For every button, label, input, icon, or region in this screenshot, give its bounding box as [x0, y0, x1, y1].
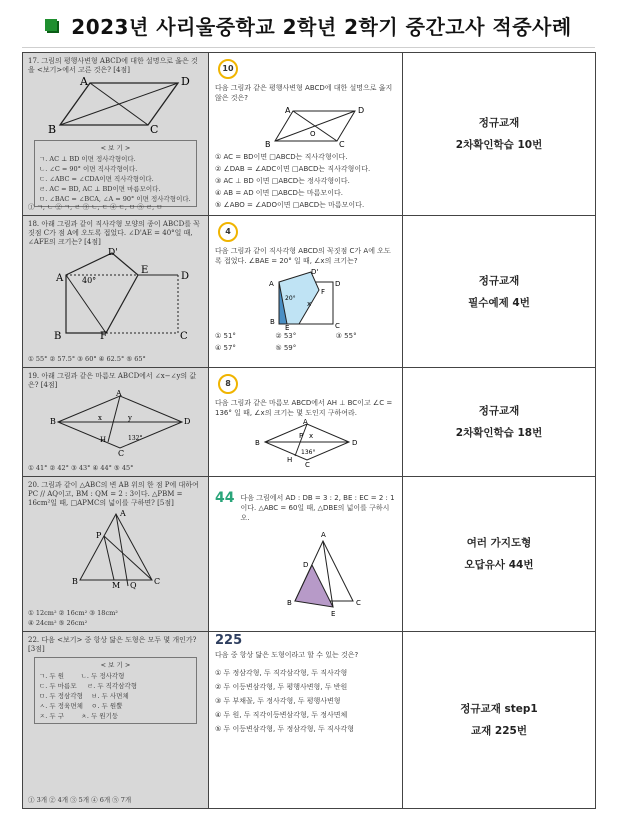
bogi-item: ㄴ. ∠C = 90° 이면 직사각형이다. [39, 165, 138, 173]
label-d: D [181, 271, 190, 282]
exam-scan [23, 368, 208, 476]
bogi-title: < 보 기 > [100, 661, 131, 669]
exam-choices: ① 3개 ② 4개 ③ 5개 ④ 6개 ⑤ 7개 [28, 796, 132, 804]
problem-number-badge: 4 [218, 222, 238, 242]
source-line: 필수예제 4번 [468, 296, 530, 309]
label-d: D [184, 417, 191, 426]
label-b: B [54, 331, 62, 342]
label-b: B [265, 140, 271, 149]
option-item: ① 두 정삼각형, 두 직각삼각형, 두 직사각형 [215, 669, 348, 677]
source-line: 교재 225번 [470, 725, 527, 737]
label-e: E [331, 610, 336, 618]
source-line: 정규교재 [478, 405, 520, 417]
table-row [23, 368, 596, 477]
label-c: C [356, 599, 361, 607]
exam-bogi-box [34, 140, 197, 207]
folded-rectangle-figure [28, 248, 204, 342]
bogi-item: ㄷ. 두 마름모 ㄹ. 두 직각삼각형 [39, 682, 138, 690]
match-question-text: 다음 그림과 같은 평행사변형 ABCD에 대한 설명으로 옳지 않은 것은? [215, 84, 393, 102]
match-question-text: 다음 그림과 같은 마름모 ABCD에서 AH ⊥ BC이고 ∠C = 136° 일 때, ∠x의 크기는 몇 도인지 구하여라. [215, 399, 393, 417]
label-h: H [287, 456, 293, 464]
label-x: x [98, 414, 102, 422]
exam-scan [23, 477, 208, 631]
match-problem-cell [209, 632, 403, 809]
label-c: C [118, 449, 125, 458]
bogi-item: ㄷ. ∠ABC = ∠CDA이면 직사각형이다. [39, 175, 154, 183]
problem-number-badge: 10 [218, 59, 238, 79]
exam-question-cell [23, 368, 209, 477]
label-e: E [285, 324, 290, 332]
label-a: A [269, 280, 274, 288]
bogi-item: ㅈ. 두 구 ㅊ. 두 원기둥 [39, 712, 119, 720]
label-a: A [116, 389, 122, 398]
label-d: D [358, 106, 365, 115]
label-o: O [310, 130, 316, 138]
exam-choices: ① 55° ② 57.5° ③ 60° ④ 62.5° ⑤ 65° [28, 355, 146, 363]
green-square-icon [45, 19, 57, 31]
source-line: 정규교재 [478, 117, 520, 129]
exam-question-text: 22. 다음 <보기> 중 항상 닮은 도형은 모두 몇 개인가? [3점] [28, 636, 197, 653]
option-item: ③ AC ⊥ BD 이면 □ABCD는 정사각형이다. [215, 177, 350, 185]
folded-rectangle-figure [215, 268, 395, 332]
label-b: B [50, 417, 56, 426]
option-item: ⑤ 59° [275, 344, 297, 352]
triangle-figure [28, 508, 204, 588]
source-line: 여러 가지도형 [466, 537, 532, 549]
bogi-title: < 보 기 > [100, 144, 131, 152]
source-line: 정규교재 [478, 274, 520, 287]
label-h: H [100, 436, 107, 444]
label-a: A [80, 75, 88, 88]
match-question-text: 다음 중 항상 닮은 도형이라고 할 수 있는 것은? [215, 651, 359, 659]
label-x: x [309, 432, 314, 440]
bogi-item: ㄱ. AC ⊥ BD 이면 정사각형이다. [39, 155, 136, 163]
exam-bogi-box [34, 657, 197, 724]
option-item: ① AC = BD이면 □ABCD는 직사각형이다. [215, 153, 348, 161]
exam-question-text: 19. 아래 그림과 같은 마름모 ABCD에서 ∠x−∠y의 값은? [4점] [28, 372, 197, 389]
exam-question-text: 18. 아래 그림과 같이 직사각형 모양의 종이 ABCD를 꼭짓점 C가 점 A에 오도록 접었다. ∠D'AE = 40°일 때, ∠AFE의 크기는? [4점] [28, 220, 200, 246]
label-c: C [150, 123, 159, 136]
option-item: ① 51° [215, 332, 236, 340]
bogi-item: ㅁ. 두 정삼각형 ㅂ. 두 사면체 [39, 692, 129, 700]
table-row [23, 632, 596, 809]
label-d-prime: D' [108, 248, 118, 258]
exam-scan [23, 53, 208, 215]
exam-question-cell [23, 477, 209, 632]
source-line: 정규교재 step1 [460, 703, 538, 715]
label-m: M [112, 581, 121, 590]
comparison-table [22, 52, 596, 809]
label-e: E [141, 265, 149, 276]
label-d: D [352, 439, 358, 447]
exam-choices: ④ 24cm² ⑤ 26cm² [28, 619, 88, 627]
table-row [23, 53, 596, 216]
label-d: D [303, 561, 309, 569]
label-c: C [154, 577, 161, 586]
label-d: D [335, 280, 341, 288]
exam-choices: ① 12cm² ② 16cm² ③ 18cm² [28, 609, 118, 617]
label-q: Q [130, 581, 137, 590]
label-y: y [128, 414, 132, 422]
match-problem-cell [209, 477, 403, 632]
label-c: C [335, 322, 340, 330]
label-c: C [305, 461, 310, 469]
source-cell [403, 632, 596, 809]
label-a: A [56, 273, 64, 284]
exam-question-text: 20. 그림과 같이 △ABC의 변 AB 위의 한 점 P에 대하여 PC // AQ이고, BM : QM = 2 : 3이다. △PBM = 16cm²일 때, □APMC의 넓이를 구하면? [5점] [28, 481, 199, 507]
label-b: B [255, 439, 260, 447]
source-cell [403, 216, 596, 368]
source-cell [403, 477, 596, 632]
label-a: A [285, 106, 291, 115]
label-a: A [303, 418, 308, 426]
label-c: C [180, 331, 188, 342]
option-item: ④ AB = AD 이면 □ABCD는 마름모이다. [215, 189, 343, 197]
source-line: 2차확인학습 10번 [455, 139, 543, 151]
label-a: A [321, 531, 326, 539]
angle-label: 40° [82, 276, 97, 285]
source-line: 2차확인학습 18번 [455, 427, 543, 439]
option-item: ③ 55° [335, 332, 357, 340]
label-f: F [321, 288, 326, 296]
option-item: ④ 57° [215, 344, 236, 352]
option-item: ③ 두 부채꼴, 두 정사각형, 두 평행사변형 [215, 697, 341, 705]
exam-choices: ① 41° ② 42° ③ 43° ④ 44° ⑤ 45° [28, 464, 134, 472]
label-b: B [72, 577, 78, 586]
match-question-text: 다음 그림에서 AD : DB = 3 : 2, BE : EC = 2 : 1이다. △ABC = 60일 때, △DBE의 넓이를 구하시오. [240, 494, 395, 522]
bogi-item: ㄹ. AC = BD, AC ⊥ BD이면 마름모이다. [39, 185, 161, 193]
match-problem-cell [209, 216, 403, 368]
table-row [23, 477, 596, 632]
problem-number-badge: 225 [215, 633, 243, 648]
label-b: B [270, 318, 275, 326]
page-title: 2023년 사리울중학교 2학년 2학기 중간고사 적중사례 [71, 14, 572, 39]
parallelogram-figure [28, 77, 204, 137]
option-item: ④ 두 원, 두 직각이등변삼각형, 두 정사면체 [215, 711, 348, 719]
exam-question-cell [23, 216, 209, 368]
match-question-text: 다음 그림과 같이 직사각형 ABCD의 꼭짓점 C가 A에 오도록 접었다. ∠BAE = 20° 일 때, ∠x의 크기는? [215, 247, 391, 265]
source-cell [403, 368, 596, 477]
header-divider [22, 47, 595, 48]
parallelogram-figure [215, 105, 395, 149]
angle-label: 136° [301, 449, 316, 456]
label-x: x [307, 300, 312, 308]
rhombus-figure [28, 389, 204, 458]
option-item: ② ∠DAB = ∠ADC이면 □ABCD는 직사각형이다. [215, 165, 371, 173]
option-item: ② 두 이등변삼각형, 두 평행사변형, 두 반원 [215, 683, 348, 691]
label-d-prime: D' [311, 268, 319, 276]
option-item: ② 53° [275, 332, 297, 340]
label-p: P [299, 432, 304, 440]
bogi-item: ㅅ. 두 정육면체 ㅇ. 두 원뿔 [39, 702, 123, 710]
problem-number-badge: 44 [215, 490, 235, 506]
label-d: D [181, 75, 190, 88]
bogi-item: ㅁ. ∠BAC = ∠BCA, ∠A = 90° 이면 정사각형이다. [39, 195, 191, 203]
option-item: ⑤ ∠ABO = ∠ADO이면 □ABCD는 마름모이다. [215, 201, 365, 209]
label-c: C [339, 140, 345, 149]
exam-question-cell [23, 53, 209, 216]
label-f: F [100, 331, 107, 342]
match-problem-cell [209, 53, 403, 216]
page-header [0, 8, 617, 42]
label-b: B [48, 123, 57, 136]
angle-label: 20° [285, 295, 296, 302]
rhombus-figure [215, 418, 395, 469]
angle-label: 132° [128, 435, 143, 442]
source-line: 오답유사 44번 [464, 559, 534, 571]
option-item: ⑤ 두 이등변삼각형, 두 정삼각형, 두 직사각형 [215, 725, 355, 733]
exam-choices: ① ㄱ, ㄴ ② ㄱ, ㄹ ③ ㄴ, ㄷ ④ ㄷ, ㅁ ⑤ ㄹ, ㅁ [28, 203, 163, 211]
exam-scan [23, 216, 208, 367]
label-a: A [120, 509, 126, 518]
table-row [23, 216, 596, 368]
exam-question-cell [23, 632, 209, 809]
exam-question-text: 17. 그림의 평행사변형 ABCD에 대한 설명으로 옳은 것을 <보기>에서 고른 것은? [4점] [28, 57, 198, 74]
label-b: B [287, 599, 292, 607]
source-cell [403, 53, 596, 216]
match-problem-cell [209, 368, 403, 477]
label-p: P [96, 531, 102, 540]
triangle-figure [215, 527, 395, 617]
exam-scan [23, 632, 208, 808]
problem-number-badge: 8 [218, 374, 238, 394]
bogi-item: ㄱ. 두 원 ㄴ. 두 정사각형 [39, 672, 125, 680]
